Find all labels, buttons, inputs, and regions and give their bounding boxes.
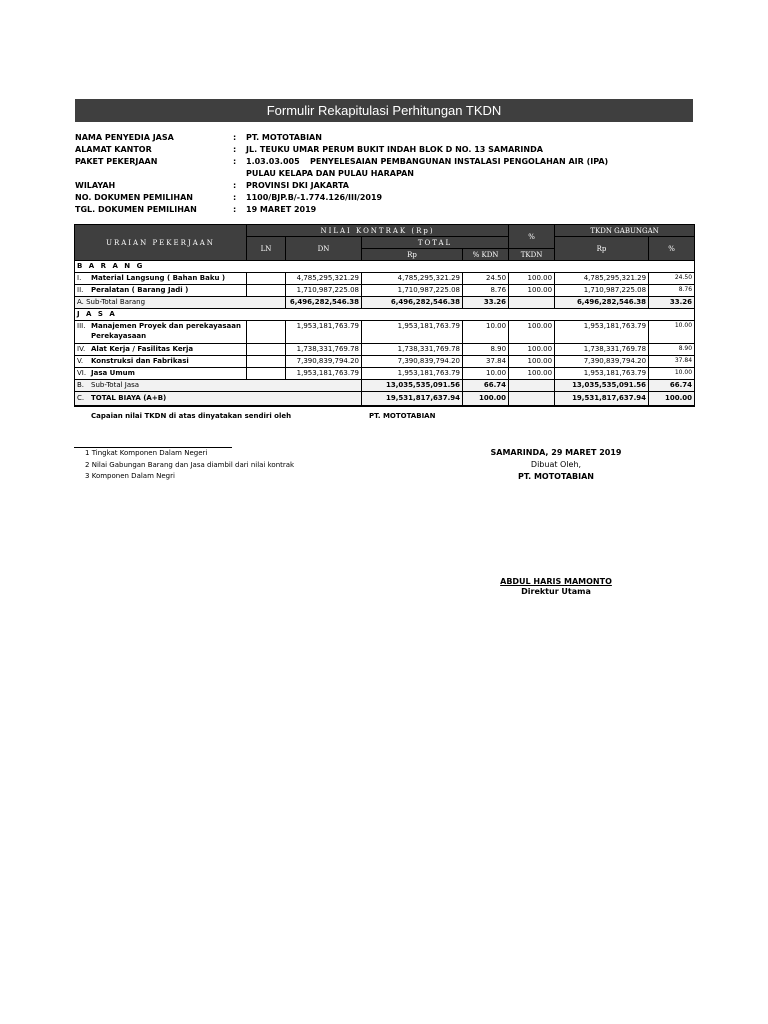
row-total: 7,390,839,794.20	[362, 356, 463, 368]
info-row-doc-date	[75, 205, 695, 217]
info-label: NO. DOKUMEN PEMILIHAN	[75, 193, 193, 202]
grand-total-label	[75, 392, 362, 407]
section-jasa	[75, 309, 695, 321]
subtotal-dn: 6,496,282,546.38	[286, 297, 362, 309]
row-no: V.	[77, 357, 84, 365]
row-dn: 1,953,181,763.79	[286, 321, 362, 344]
info-row-provider	[75, 133, 695, 145]
subtotal-barang-row	[75, 297, 695, 309]
grand-total-row	[75, 392, 695, 407]
grand-total-gab: 19,531,817,637.94	[555, 392, 649, 407]
info-colon: :	[233, 157, 237, 166]
info-colon: :	[233, 193, 237, 202]
row-total: 1,953,181,763.79	[362, 368, 463, 380]
grand-total-total: 19,531,817,637.94	[362, 392, 463, 407]
row-label: Manajemen Proyek dan perekayasaan	[91, 322, 241, 330]
row-ln	[247, 356, 286, 368]
subtotal-gab: 13,035,535,091.56	[555, 380, 649, 392]
header-pct-kdn: % KDN	[463, 249, 509, 261]
section-barang	[75, 261, 695, 273]
row-tkdn: 100.00	[509, 285, 555, 297]
table-row	[75, 368, 695, 380]
row-label: Peralatan ( Barang Jadi )	[91, 286, 189, 294]
footnote-number: 3	[85, 472, 90, 480]
subtotal-label	[75, 380, 362, 392]
header-total: TOTAL	[362, 237, 509, 249]
row-no: III.	[77, 322, 86, 330]
row-no: IV.	[77, 345, 86, 353]
statement-company: PT. MOTOTABIAN	[369, 412, 436, 420]
row-dn: 4,785,295,321.29	[286, 273, 362, 285]
tkdn-table	[74, 224, 695, 407]
grand-total-tkdn	[509, 392, 555, 407]
subtotal-text: Sub-Total Jasa	[91, 381, 140, 389]
row-ln	[247, 321, 286, 344]
row-name	[75, 273, 247, 285]
header-gab-pct: %	[649, 237, 695, 261]
row-dn: 7,390,839,794.20	[286, 356, 362, 368]
row-gab: 4,785,295,321.29	[555, 273, 649, 285]
info-value: PULAU KELAPA DAN PULAU HARAPAN	[246, 169, 414, 178]
signature-position: Direktur Utama	[521, 587, 591, 596]
footnote-divider	[74, 447, 232, 448]
info-row-package-cont	[75, 169, 695, 181]
footnote-text: Tingkat Komponen Dalam Negeri	[91, 449, 208, 457]
header-tkdn: TKDN	[509, 249, 555, 261]
info-row-region	[75, 181, 695, 193]
row-label: Jasa Umum	[91, 369, 135, 377]
row-tkdn: 100.00	[509, 273, 555, 285]
signature-company: PT. MOTOTABIAN	[518, 472, 594, 481]
section-title: J A S A	[75, 309, 695, 321]
row-gab: 1,953,181,763.79	[555, 321, 649, 344]
row-kdn: 10.00	[463, 321, 509, 344]
row-kdn: 8.76	[463, 285, 509, 297]
row-name	[75, 285, 247, 297]
info-value: 19 MARET 2019	[246, 205, 317, 214]
footnote-1	[85, 449, 207, 457]
footnote-number: 1	[85, 449, 90, 457]
header-tkdn-gabungan: TKDN GABUNGAN	[555, 225, 695, 237]
subtotal-jasa-row	[75, 380, 695, 392]
info-label: ALAMAT KANTOR	[75, 145, 152, 154]
header-nilai-kontrak: NILAI KONTRAK (Rp)	[247, 225, 509, 237]
info-value: 1.03.03.005	[246, 157, 300, 166]
info-value: 1100/BJP.B/-1.774.126/III/2019	[246, 193, 383, 202]
info-row-address	[75, 145, 695, 157]
info-row-package	[75, 157, 695, 169]
grand-total-kdn: 100.00	[463, 392, 509, 407]
header-gab-rp: Rp	[555, 237, 649, 261]
signature-made-by: Dibuat Oleh,	[530, 460, 582, 469]
row-gab-pct: 10.00	[649, 321, 695, 344]
info-label: NAMA PENYEDIA JASA	[75, 133, 174, 142]
row-no: II.	[77, 286, 84, 294]
grand-total-gab-pct: 100.00	[649, 392, 695, 407]
row-kdn: 10.00	[463, 368, 509, 380]
info-label: WILAYAH	[75, 181, 116, 190]
table-row	[75, 321, 695, 344]
info-colon: :	[233, 181, 237, 190]
row-total: 1,710,987,225.08	[362, 285, 463, 297]
row-gab-pct: 8.90	[649, 344, 695, 356]
row-name	[75, 321, 247, 344]
row-no: I.	[77, 274, 82, 282]
info-block	[75, 133, 695, 217]
info-colon: :	[233, 133, 237, 142]
row-label-2: Perekayasaan	[91, 332, 147, 340]
row-dn: 1,953,181,763.79	[286, 368, 362, 380]
row-ln	[247, 368, 286, 380]
signature-place-date: SAMARINDA, 29 MARET 2019	[490, 448, 622, 457]
row-total: 1,738,331,769.78	[362, 344, 463, 356]
subtotal-no: B.	[77, 381, 85, 389]
table-row	[75, 356, 695, 368]
row-label: Material Langsung ( Bahan Baku )	[91, 274, 226, 282]
footnote-text: Nilai Gabungan Barang dan Jasa diambil dari nilai kontrak	[91, 461, 295, 469]
subtotal-tkdn	[509, 380, 555, 392]
subtotal-label: A. Sub-Total Barang	[75, 297, 286, 309]
header-ln: LN	[247, 237, 286, 261]
row-tkdn: 100.00	[509, 356, 555, 368]
row-ln	[247, 273, 286, 285]
subtotal-gab: 6,496,282,546.38	[555, 297, 649, 309]
statement-text: Capaian nilai TKDN di atas dinyatakan sendiri oleh	[91, 412, 292, 420]
row-gab: 7,390,839,794.20	[555, 356, 649, 368]
info-label: PAKET PEKERJAAN	[75, 157, 158, 166]
footnote-3	[85, 472, 175, 480]
info-row-doc-no	[75, 193, 695, 205]
subtotal-total: 6,496,282,546.38	[362, 297, 463, 309]
info-label: TGL. DOKUMEN PEMILIHAN	[75, 205, 197, 214]
subtotal-kdn: 66.74	[463, 380, 509, 392]
info-colon: :	[233, 145, 237, 154]
row-name	[75, 356, 247, 368]
subtotal-tkdn	[509, 297, 555, 309]
row-gab-pct: 8.76	[649, 285, 695, 297]
row-gab: 1,738,331,769.78	[555, 344, 649, 356]
header-uraian: URAIAN PEKERJAAN	[75, 225, 247, 261]
row-no: VI.	[77, 369, 87, 377]
form-title: Formulir Rekapitulasi Perhitungan TKDN	[75, 99, 693, 122]
header-total-rp: Rp	[362, 249, 463, 261]
table-row	[75, 285, 695, 297]
section-title: B A R A N G	[75, 261, 695, 273]
row-ln	[247, 285, 286, 297]
row-kdn: 37.84	[463, 356, 509, 368]
table-row	[75, 344, 695, 356]
row-tkdn: 100.00	[509, 321, 555, 344]
row-kdn: 8.90	[463, 344, 509, 356]
row-gab: 1,710,987,225.08	[555, 285, 649, 297]
row-gab-pct: 10.00	[649, 368, 695, 380]
info-value: JL. TEUKU UMAR PERUM BUKIT INDAH BLOK D NO. 13 SAMARINDA	[246, 145, 543, 154]
info-value-2: PENYELESAIAN PEMBANGUNAN INSTALASI PENGOLAHAN AIR (IPA)	[310, 157, 609, 166]
row-total: 4,785,295,321.29	[362, 273, 463, 285]
row-dn: 1,710,987,225.08	[286, 285, 362, 297]
row-kdn: 24.50	[463, 273, 509, 285]
row-gab-pct: 37.84	[649, 356, 695, 368]
row-tkdn: 100.00	[509, 368, 555, 380]
row-gab: 1,953,181,763.79	[555, 368, 649, 380]
header-dn: DN	[286, 237, 362, 261]
row-label: Konstruksi dan Fabrikasi	[91, 357, 189, 365]
header-pct: %	[509, 225, 555, 249]
footnote-number: 2	[85, 461, 90, 469]
subtotal-gab-pct: 33.26	[649, 297, 695, 309]
grand-total-no: C.	[77, 394, 85, 402]
info-colon: :	[233, 205, 237, 214]
footnote-text: Komponen Dalam Negri	[91, 472, 175, 480]
table-row	[75, 273, 695, 285]
grand-total-text: TOTAL BIAYA (A+B)	[91, 394, 167, 402]
row-dn: 1,738,331,769.78	[286, 344, 362, 356]
row-name	[75, 368, 247, 380]
row-gab-pct: 24.50	[649, 273, 695, 285]
row-tkdn: 100.00	[509, 344, 555, 356]
footnote-2	[85, 461, 294, 469]
info-value: PT. MOTOTABIAN	[246, 133, 322, 142]
row-total: 1,953,181,763.79	[362, 321, 463, 344]
row-name	[75, 344, 247, 356]
row-label: Alat Kerja / Fasilitas Kerja	[91, 345, 194, 353]
signature-name: ABDUL HARIS MAMONTO	[500, 577, 612, 586]
row-ln	[247, 344, 286, 356]
subtotal-gab-pct: 66.74	[649, 380, 695, 392]
subtotal-kdn: 33.26	[463, 297, 509, 309]
info-value: PROVINSI DKI JAKARTA	[246, 181, 349, 190]
subtotal-total: 13,035,535,091.56	[362, 380, 463, 392]
